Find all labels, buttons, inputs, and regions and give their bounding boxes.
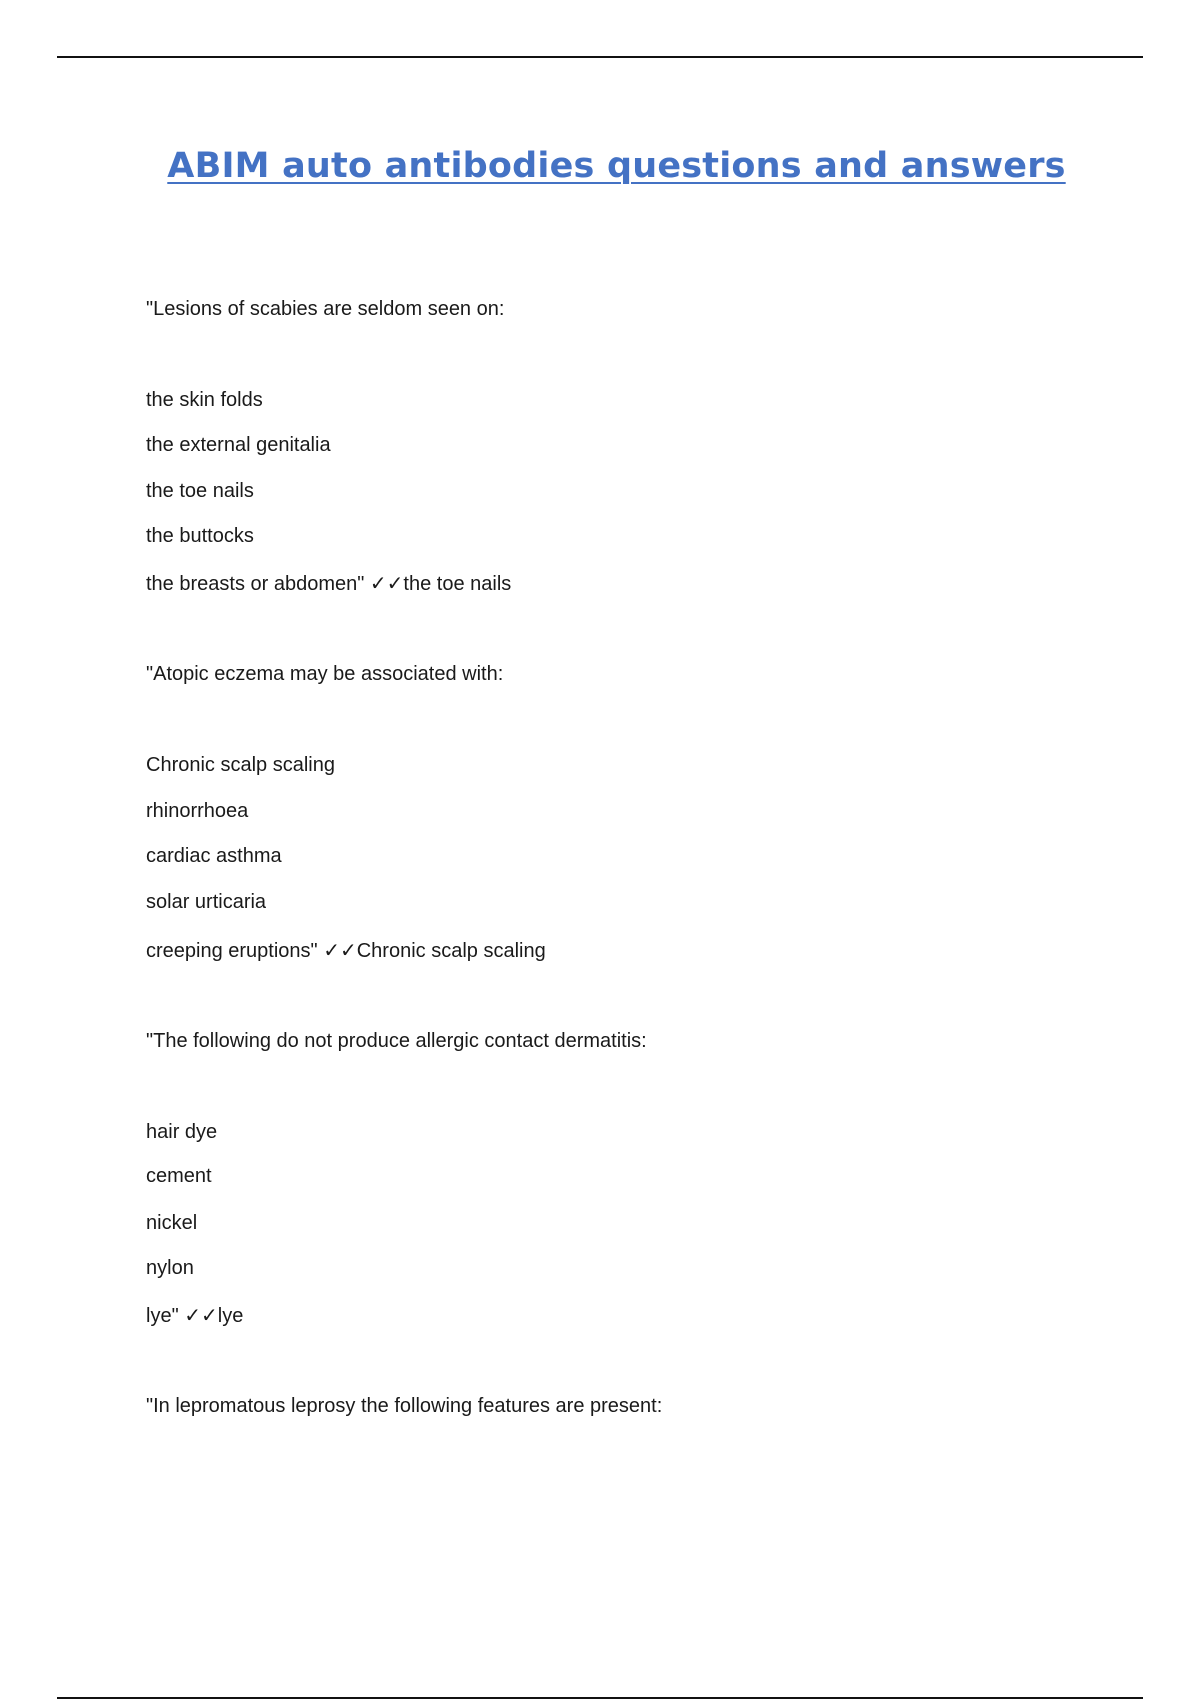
check-mark-icon: ✓✓ xyxy=(369,571,404,595)
answer-option: hair dye xyxy=(146,1121,218,1143)
question-stem: "Lesions of scabies are seldom seen on: xyxy=(146,298,505,320)
answer-option: the toe nails xyxy=(146,480,254,502)
answer-option: the skin folds xyxy=(146,389,263,411)
question-stem: "Atopic eczema may be associated with: xyxy=(146,663,504,685)
answer-option: creeping eruptions" xyxy=(146,940,318,962)
answer-option: the external genitalia xyxy=(146,434,331,456)
correct-answer: Chronic scalp scaling xyxy=(356,940,546,962)
answer-line xyxy=(146,571,511,596)
bottom-rule xyxy=(57,1697,1143,1699)
question-stem: "The following do not produce allergic contact dermatitis: xyxy=(146,1030,647,1052)
correct-answer: lye xyxy=(217,1305,244,1327)
question-stem: "In lepromatous leprosy the following features are present: xyxy=(146,1395,663,1417)
correct-answer: the toe nails xyxy=(403,573,512,595)
top-rule xyxy=(57,56,1143,58)
answer-line xyxy=(146,1303,243,1328)
check-mark-icon: ✓✓ xyxy=(184,1303,218,1327)
check-mark-icon: ✓✓ xyxy=(323,938,357,962)
answer-option: lye" xyxy=(146,1305,179,1327)
answer-option: nickel xyxy=(146,1212,198,1234)
document-title: ABIM auto antibodies questions and answers xyxy=(167,146,1066,186)
answer-option: the buttocks xyxy=(146,525,254,547)
answer-option: solar urticaria xyxy=(146,891,267,913)
answer-option: the breasts or abdomen" xyxy=(146,573,365,595)
answer-line xyxy=(146,938,546,963)
answer-option: cement xyxy=(146,1165,212,1187)
answer-option: cardiac asthma xyxy=(146,845,282,867)
answer-option: Chronic scalp scaling xyxy=(146,754,335,776)
answer-option: nylon xyxy=(146,1257,194,1279)
answer-option: rhinorrhoea xyxy=(146,800,249,822)
